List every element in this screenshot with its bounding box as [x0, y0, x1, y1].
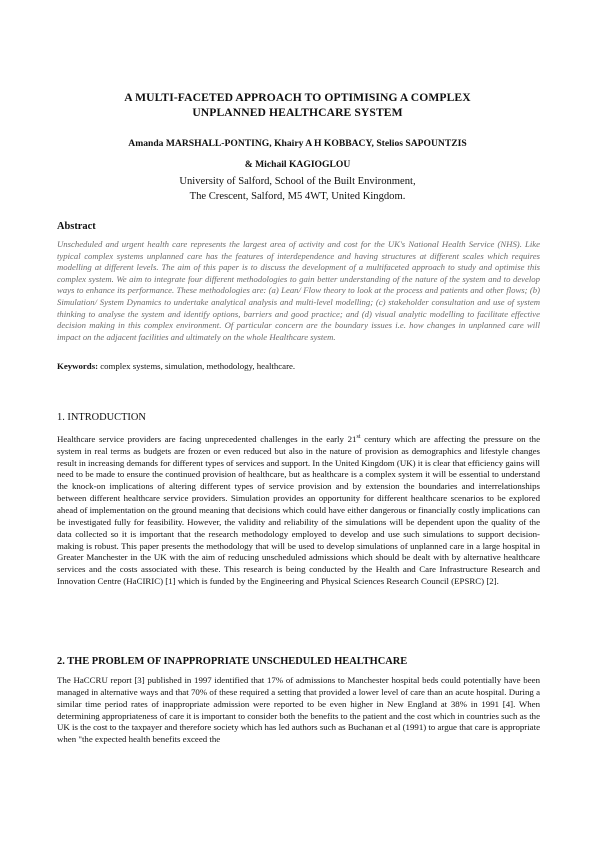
keywords-text: complex systems, simulation, methodology, healthcare. [98, 361, 296, 371]
paper-title [60, 90, 535, 120]
keywords-line [57, 360, 540, 372]
affiliation-line-1: University of Salford, School of the Built Environment, [179, 176, 416, 187]
section-heading-introduction: 1. INTRODUCTION [57, 412, 146, 423]
keywords-label: Keywords: [57, 361, 99, 371]
paper-affiliation [60, 174, 535, 204]
intro-text-part-1: Healthcare service providers are facing unprecedented challenges in the early 21 [57, 433, 357, 444]
intro-superscript: st [356, 434, 361, 440]
title-line-1: A MULTI-FACETED APPROACH TO OPTIMISING A COMPLEX [124, 91, 471, 104]
abstract-text: Unscheduled and urgent health care represents the largest area of activity and cost for the UK's National Health Service (NHS). Like typical complex systems unplanned care has the features of interdependence and having structures at different scales which requires modelling at different levels. The aim of this paper is to discuss the development of a multifaceted approach to study and optimise this complex system. We aim to integrate four different methodologies to gain better understanding of the nature of the system and to develop ways to enhance its performance. These methodologies are: (a) Lean/ Flow theory to look at the process and patients and other flows; (b) Simulation/ System Dynamics to undertake analytical analysis and multi-level modelling; (c) stakeholder consultation and use of system thinking to analyse the system and identify options, barriers and good practice; and (d) visual analytic modelling to facilitate effective decision making in this complex environment. Of particular concern are the boundary issues i.e. how changes in unplanned care will impact on the adjacent facilities and ultimately on the whole Healthcare system. [57, 239, 540, 342]
authors-line-2: & Michail KAGIOGLOU [244, 159, 351, 170]
section-heading-problem: 2. THE PROBLEM OF INAPPROPRIATE UNSCHEDULED HEALTHCARE [57, 656, 408, 667]
problem-paragraph: The HaCCRU report [3] published in 1997 identified that 17% of admissions to Manchester hospital beds could potentially have been managed in alternative ways and that 70% of these required a setting that provided a lower level of care than an acute hospital. During a similar time period rates of inappropriate admission were reported to be even higher in New England at 38% in 1991 [4]. When determining appropriateness of care it is important to consider both the benefits to the patient and the cost which in countries such as the UK is the cost to the taxpayer and therefore society which has led authors such as Buchanan et al (1991) to argue that care is appropriate when "the expected health benefits exceed the [57, 675, 540, 745]
affiliation-line-2: The Crescent, Salford, M5 4WT, United Kingdom. [189, 191, 406, 202]
intro-text-part-2: century which are affecting the pressure on the system in real terms as budgets are frozen or even reduced but also in the nature of provision as demographics and lifestyle changes result in increasing demands for different types of services and support. In the United Kingdom (UK) it is clear that efficiency gains will need to be made to ensure the continued provision of healthcare, but as healthcare is a complex system it will be essential to understand the knock-on implications of altering different types of service provision and by extension the boundaries and interrelationships between different healthcare service providers. Simulation provides an opportunity for different healthcare scenarios to be explored ahead of implementation on the ground meaning that decisions which could have either dangerous or financially costly implications can be investigated fully for feasibility. However, the validity and reliability of the simulations will be dependent upon the quality of the data collected so it is important that the research methodology employed to develop and use such simulations to support decision-making is robust. This paper presents the methodology that will be used to develop simulations of unplanned care in a large hospital in Greater Manchester in the UK with the aim of reducing unscheduled admissions which should be dealt with by alternative healthcare services and the costs associated with these. This research is being conducted by the Health and Care Infrastructure Research and Innovation Centre (HaCIRIC) [1] which is funded by the Engineering and Physical Sciences Research Council (EPSRC) [2]. [57, 433, 540, 587]
abstract-heading: Abstract [57, 221, 96, 232]
paper-authors [60, 133, 535, 175]
authors-line-1: Amanda MARSHALL-PONTING, Khairy A H KOBBACY, Stelios SAPOUNTZIS [128, 138, 467, 149]
introduction-paragraph [57, 432, 540, 588]
title-line-2: UNPLANNED HEALTHCARE SYSTEM [192, 106, 403, 119]
